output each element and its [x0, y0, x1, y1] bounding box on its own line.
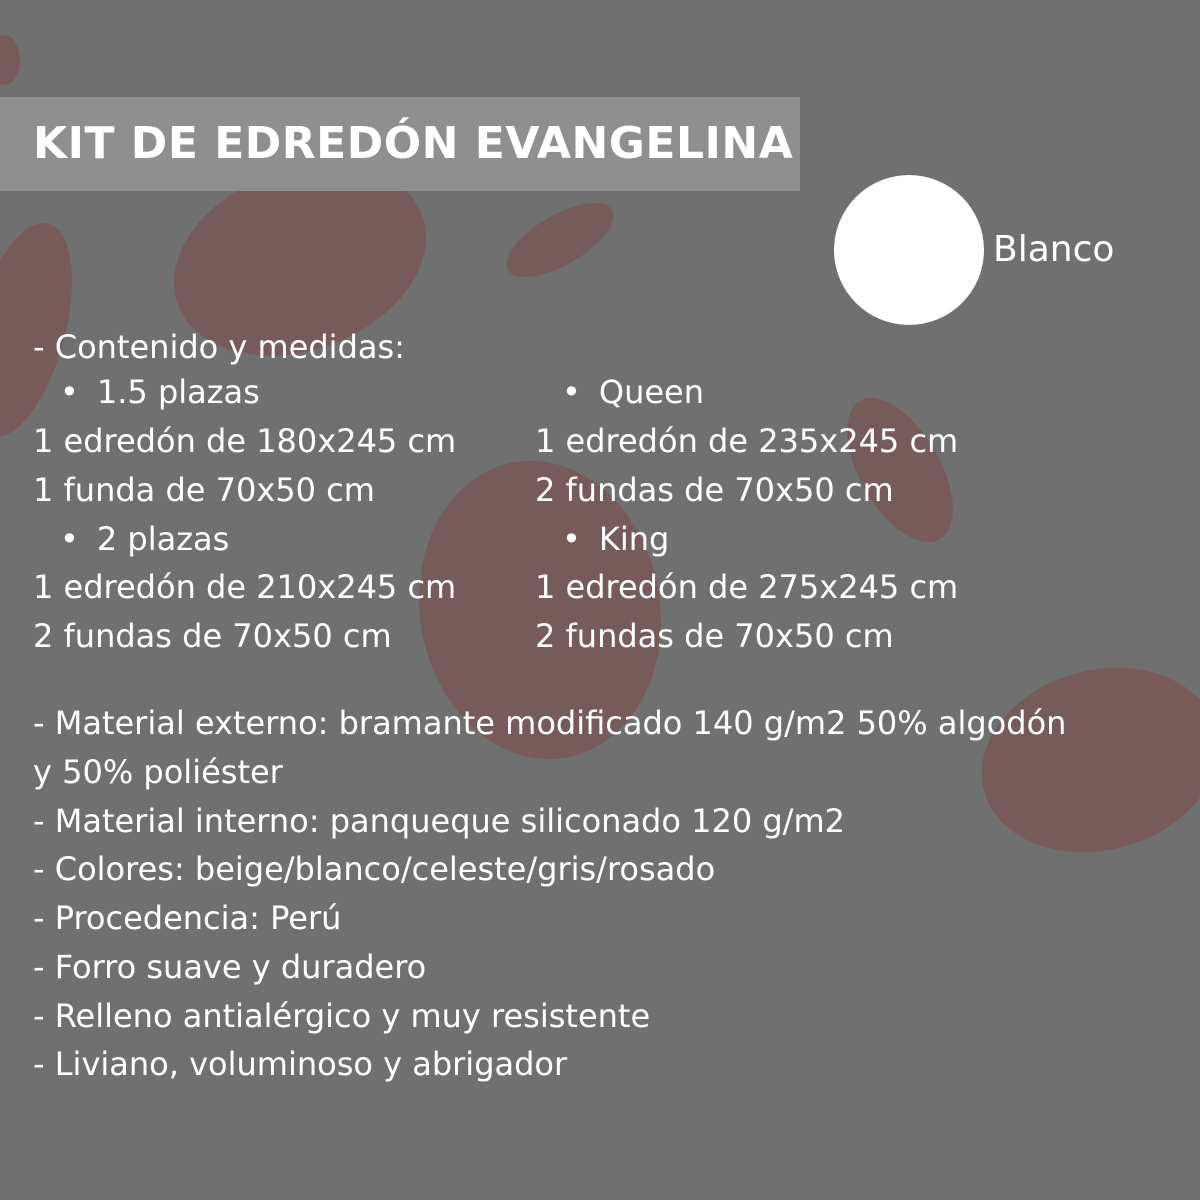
size-line: 2 fundas de 70x50 cm — [535, 471, 894, 509]
size-name: 2 plazas — [96, 520, 230, 558]
size-line: 1 edredón de 180x245 cm — [33, 422, 457, 460]
size-name: 1.5 plazas — [96, 373, 260, 411]
size-line: 1 funda de 70x50 cm — [33, 471, 375, 509]
size-name: King — [598, 520, 670, 558]
petal — [496, 188, 625, 291]
detail-line: - Material interno: panqueque siliconado 120 g/m2 — [33, 802, 845, 840]
size-line: 1 edredón de 210x245 cm — [33, 568, 457, 606]
bullet-icon: • — [562, 520, 581, 558]
bullet-icon: • — [562, 373, 581, 411]
size-line: 1 edredón de 275x245 cm — [535, 568, 959, 606]
color-swatch-label: Blanco — [993, 229, 1115, 270]
size-heading-king — [562, 519, 669, 559]
size-line: 1 edredón de 235x245 cm — [535, 422, 959, 460]
size-name: Queen — [598, 373, 704, 411]
detail-line: - Material externo: bramante modificado 140 g/m2 50% algodón — [33, 704, 1067, 742]
size-line: 2 fundas de 70x50 cm — [33, 617, 392, 655]
size-heading-1-5-plazas — [60, 372, 260, 412]
color-swatch-white — [834, 175, 984, 325]
petal — [0, 35, 20, 85]
detail-line: - Colores: beige/blanco/celeste/gris/rosado — [33, 850, 716, 888]
contents-heading: - Contenido y medidas: — [33, 328, 405, 366]
bullet-icon: • — [60, 520, 79, 558]
detail-line: y 50% poliéster — [33, 753, 283, 791]
detail-line: - Relleno antialérgico y muy resistente — [33, 997, 651, 1035]
size-heading-2-plazas — [60, 519, 229, 559]
detail-line: - Procedencia: Perú — [33, 899, 342, 937]
size-line: 2 fundas de 70x50 cm — [535, 617, 894, 655]
detail-line: - Forro suave y duradero — [33, 948, 427, 986]
size-heading-queen — [562, 372, 704, 412]
page-title: KIT DE EDREDÓN EVANGELINA — [33, 118, 794, 169]
petal — [961, 642, 1200, 878]
detail-line: - Liviano, voluminoso y abrigador — [33, 1045, 568, 1083]
bullet-icon: • — [60, 373, 79, 411]
